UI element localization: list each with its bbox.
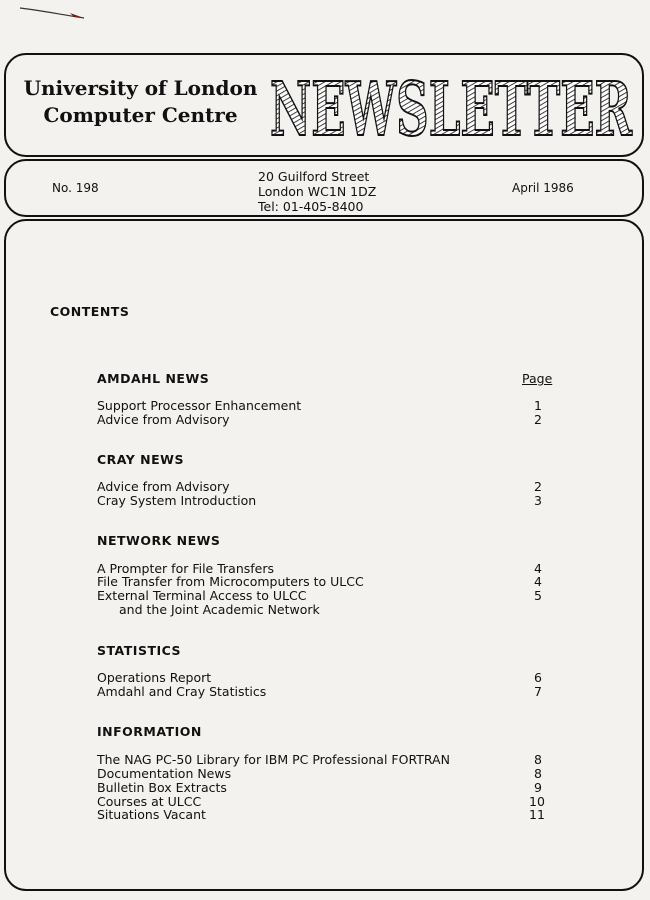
toc-entry: Advice from Advisory <box>97 412 230 427</box>
issue-number: No. 198 <box>52 181 99 195</box>
issue-info-bar <box>4 159 644 217</box>
masthead <box>4 53 644 157</box>
page-column-header: Page <box>522 371 553 386</box>
section-title: NETWORK NEWS <box>97 533 221 548</box>
toc-entry: Situations Vacant <box>97 807 206 822</box>
toc-entry: Amdahl and Cray Statistics <box>97 684 267 699</box>
section-title: INFORMATION <box>97 724 202 739</box>
toc-entry: External Terminal Access to ULCC <box>97 588 307 603</box>
university-line-2: Computer Centre <box>43 103 238 127</box>
toc-entry: Support Processor Enhancement <box>97 398 302 413</box>
toc-page-number: 6 <box>534 670 542 685</box>
toc-entry: File Transfer from Microcomputers to ULCC <box>97 574 364 589</box>
toc-entry: Bulletin Box Extracts <box>97 780 227 795</box>
toc-page-number: 4 <box>534 561 542 576</box>
toc-page-number: 2 <box>534 479 542 494</box>
toc-entry: Advice from Advisory <box>97 479 230 494</box>
section-title: CRAY NEWS <box>97 452 184 467</box>
toc-page-number: 7 <box>534 684 542 699</box>
toc-entry-continuation: and the Joint Academic Network <box>119 602 320 617</box>
newsletter-title-text: NEWSLETTER <box>270 67 633 153</box>
address-block <box>258 169 376 214</box>
toc-page-number: 2 <box>534 412 542 427</box>
section-title: AMDAHL NEWS <box>97 371 210 386</box>
toc-page-number: 8 <box>534 766 542 781</box>
toc-page-number: 9 <box>534 780 542 795</box>
toc-page-number: 11 <box>529 807 545 822</box>
toc-entry: A Prompter for File Transfers <box>97 561 274 576</box>
section-title: STATISTICS <box>97 643 182 658</box>
toc-page-number: 1 <box>534 398 542 413</box>
toc-page-number: 5 <box>534 588 542 603</box>
toc-page-number: 4 <box>534 574 542 589</box>
newsletter-title <box>264 61 638 153</box>
contents-title: CONTENTS <box>50 304 130 319</box>
toc-entry: Courses at ULCC <box>97 794 202 809</box>
university-name <box>18 75 263 129</box>
toc-entry: Operations Report <box>97 670 212 685</box>
address-city: London WC1N 1DZ <box>258 184 377 199</box>
toc-entry: Documentation News <box>97 766 232 781</box>
toc-entry: Cray System Introduction <box>97 493 257 508</box>
pen-mark <box>18 4 88 20</box>
address-street: 20 Guilford Street <box>258 169 370 184</box>
toc-entry: The NAG PC-50 Library for IBM PC Professional FORTRAN <box>97 752 450 767</box>
university-line-1: University of London <box>23 76 258 100</box>
address-phone: Tel: 01-405-8400 <box>258 199 364 214</box>
toc-page-number: 10 <box>529 794 545 809</box>
toc-page-number: 8 <box>534 752 542 767</box>
issue-date: April 1986 <box>512 181 574 195</box>
toc-page-number: 3 <box>534 493 542 508</box>
